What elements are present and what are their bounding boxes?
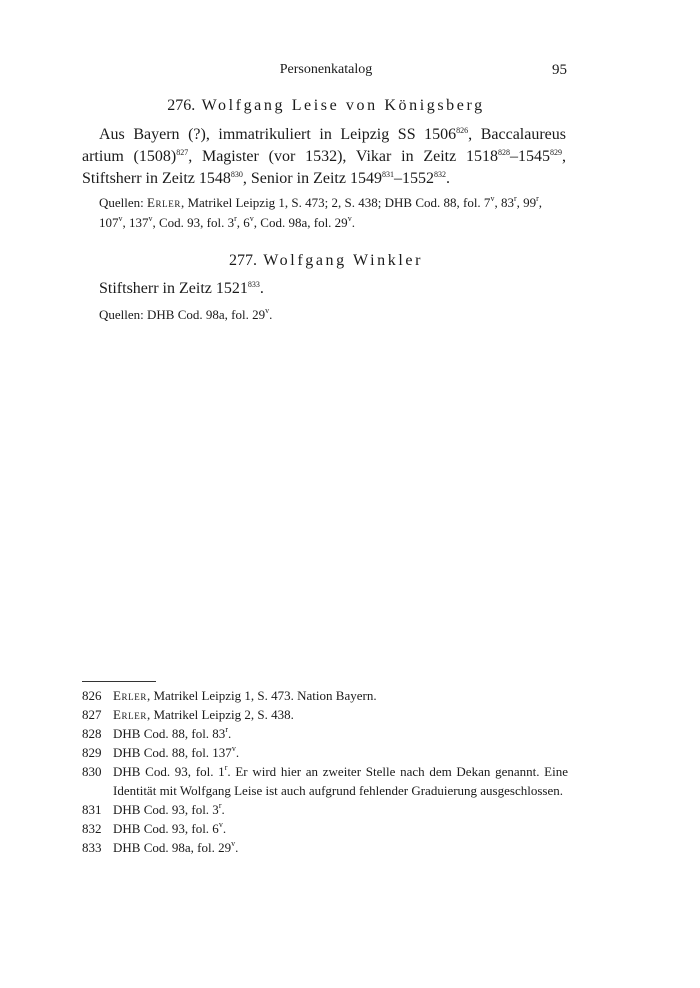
author-name: Erler	[113, 707, 147, 722]
footnote-ref: 832	[433, 170, 446, 179]
footnote: 833 DHB Cod. 98a, fol. 29$^v$.	[82, 839, 239, 855]
footnote: 827 Erler, Matrikel Leipzig 2, S. 438.	[82, 707, 294, 722]
footnote: 826 Erler, Matrikel Leipzig 1, S. 473. Nation Bayern.	[82, 688, 377, 703]
entry-number: 277.	[228, 252, 257, 269]
entry-bio-276: Aus Bayern (?), immatrikuliert in Leipzig SS 1506$^{826}$, Baccalaureus artium $(1508)^{827}$, Magister (vor 1532), Vikar in Zeitz 1518$^{828}$–1545$^{829}$, Stiftsherr in Zeitz 1548$^{830}$, Senior in Zeitz 1549$^{831}$–1552$^{832}$.	[82, 126, 566, 187]
footnote-number: 828	[82, 726, 102, 741]
entry-name: Wolfgang Winkler	[263, 252, 424, 269]
footnotes	[82, 686, 568, 857]
entry-sources-277: Quellen: DHB Cod. 98a, fol. 29$^v$.	[99, 306, 273, 322]
entry-title-276	[0, 97, 652, 115]
entry-number: 276.	[167, 97, 196, 114]
footnote-number: 826	[82, 688, 102, 703]
footnote-number: 830	[82, 764, 102, 779]
footnote-number: 832	[82, 821, 102, 836]
entry-name: Wolfgang Leise von Königsberg	[201, 97, 485, 114]
footnote: 829 DHB Cod. 88, fol. 137$^v$.	[82, 744, 240, 760]
footnote-number: 831	[82, 802, 102, 817]
footnote-ref: 826	[456, 126, 469, 135]
footnote-ref: 831	[381, 170, 394, 179]
footnote-ref: 830	[230, 170, 243, 179]
footnote: 830 DHB Cod. 93, fol. 1$^r$. Er wird hier an zweiter Stelle nach dem Dekan genannt. Eine Identität mit Wolfgang Leise ist auch aufgrund fehlender Graduierung ausgeschlossen.	[82, 763, 569, 798]
footnote: 831 DHB Cod. 93, fol. 3$^r$.	[82, 801, 225, 817]
footnote-number: 833	[82, 840, 102, 855]
footnote: 828 DHB Cod. 88, fol. 83$^r$.	[82, 725, 232, 741]
page-number: 95	[552, 62, 567, 78]
author-name: Erler	[113, 688, 147, 703]
author-name: Erler	[147, 195, 181, 210]
entry-sources-276: Quellen: Erler, Matrikel Leipzig 1, S. 473; 2, S. 438; DHB Cod. 88, fol. 7$^v$, 83$^r$, 99$^r$, 107$^v$, 137$^v$, Cod. 93, fol. 3$^r$, 6$^v$, Cod. 98a, fol. 29$^v$.	[99, 194, 543, 230]
entry-title-277	[0, 252, 652, 270]
footnote-ref: 827	[176, 148, 189, 157]
footnote: 832 DHB Cod. 93, fol. 6$^v$.	[82, 820, 227, 836]
footnote-separator	[82, 681, 156, 682]
footnote-number: 829	[82, 745, 102, 760]
footnote-number: 827	[82, 707, 102, 722]
running-title: Personenkatalog	[279, 62, 373, 77]
entry-bio-277: Stiftsherr in Zeitz 1521$^{833}$.	[99, 280, 264, 297]
footnote-ref: 828	[498, 148, 510, 157]
footnote-ref: 833	[247, 280, 260, 289]
page-header	[0, 62, 700, 82]
footnote-ref: 829	[550, 148, 562, 157]
